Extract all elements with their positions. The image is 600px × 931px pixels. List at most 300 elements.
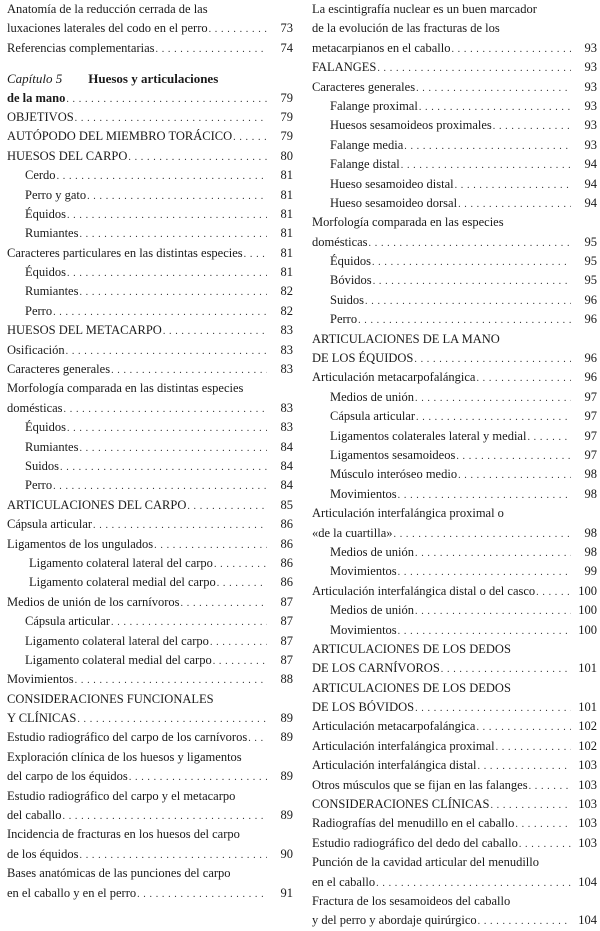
toc-entry-title: ARTICULACIONES DE LOS DEDOS [312,641,511,656]
toc-page-number: 97 [584,428,597,443]
toc-entry-title: Anatomía de la reducción cerrada de las [7,2,208,16]
toc-page-number: 86 [280,575,293,590]
toc-page-number: 89 [280,808,293,823]
toc-entry [7,244,293,263]
toc-entry [7,147,293,166]
dot-leader [404,137,571,155]
toc-entry-title: Rumiantes [25,226,79,241]
toc-entry-title: en el caballo [312,874,376,889]
toc-entry-title: ARTICULACIONES DEL CARPO [7,497,187,512]
dot-leader [128,148,267,166]
toc-entry [7,515,293,534]
toc-entry [312,78,597,97]
toc-page-number: 83 [280,323,293,338]
toc-page-number: 81 [280,265,293,280]
toc-entry-title: Perro [330,312,358,327]
toc-entry [7,806,293,825]
dot-leader [358,311,571,329]
toc-entry [7,728,293,747]
toc-page-number: 79 [280,90,293,105]
toc-entry-title: Équidos [25,420,66,435]
dot-leader [415,389,571,407]
toc-page-number: 99 [584,564,597,579]
toc-page-number: 90 [280,846,293,861]
toc-page-number: 83 [280,420,293,435]
toc-entry-title: luxaciones laterales del codo en el perro [7,21,208,36]
toc-entry [312,621,597,640]
dot-leader [398,563,571,581]
toc-entry [312,659,597,678]
toc-entry [312,213,597,232]
toc-entry [312,543,597,562]
toc-page-number: 93 [584,118,597,133]
toc-entry [7,573,293,592]
toc-entry-title: Suidos [25,458,60,473]
toc-entry-title: Falange distal [330,157,400,172]
toc-page-number: 86 [280,555,293,570]
toc-page-number: 94 [584,157,597,172]
toc-entry-title: AUTÓPODO DEL MIEMBRO TORÁCICO [7,129,233,144]
toc-page-number: 80 [280,148,293,163]
toc-page-number: 84 [280,478,293,493]
toc-entry [312,814,597,833]
toc-entry-title: Perro [25,303,53,318]
dot-leader [377,59,571,77]
toc-entry [7,166,293,185]
dot-leader [75,109,267,127]
toc-entry-title: Équidos [330,254,371,269]
toc-page-number: 95 [584,234,597,249]
toc-entry [312,834,597,853]
toc-page-number: 94 [584,195,597,210]
toc-entry-title: Medios de unión de los carnívoros [7,594,180,609]
toc-entry [312,330,597,349]
toc-page-number: 87 [280,594,293,609]
toc-entry-title: Articulación interfalángica distal o del casco [312,583,536,598]
dot-leader [414,350,571,368]
toc-entry-title: y del perro y abordaje quirúrgico [312,913,477,928]
toc-page-number: 73 [280,21,293,36]
toc-entry [312,853,597,872]
toc-page-number: 89 [280,730,293,745]
dot-leader [53,303,267,321]
toc-entry-title: Músculo interóseo medio [330,467,458,482]
toc-entry [312,427,597,446]
toc-page-number: 101 [578,661,597,676]
dot-leader [156,40,268,58]
toc-entry [7,864,293,883]
dot-leader [244,245,267,263]
dot-leader [419,98,571,116]
toc-page-number: 84 [280,458,293,473]
toc-entry [7,205,293,224]
toc-entry-title: Osificación [7,342,65,357]
toc-entry [312,136,597,155]
toc-entry [312,485,597,504]
toc-entry [7,554,293,573]
dot-leader [79,283,267,301]
toc-entry [312,19,597,38]
toc-entry-title: Rumiantes [25,284,79,299]
toc-entry-title: domésticas [312,234,368,249]
toc-page-number: 85 [280,497,293,512]
toc-entry-title: Exploración clínica de los huesos y ligamentos [7,749,242,764]
toc-entry [312,679,597,698]
toc-entry [312,465,597,484]
dot-leader [456,447,571,465]
toc-page-number: 91 [280,885,293,900]
toc-page-number: 104 [578,874,597,889]
dot-leader [63,807,268,825]
dot-leader [66,90,267,108]
toc-entry-title: Hueso sesamoideo dorsal [330,195,458,210]
toc-entry-title: de la mano [7,90,66,105]
toc-entry-title: Medios de unión [330,603,415,618]
dot-leader [536,583,571,601]
toc-entry [7,612,293,631]
toc-entry-title: Fractura de los sesamoideos del caballo [312,893,511,908]
toc-page-number: 93 [584,137,597,152]
dot-leader [458,466,571,484]
toc-entry [7,593,293,612]
toc-entry [7,884,293,903]
toc-entry-title: Estudio radiográfico del carpo y el metacarpo [7,788,236,803]
dot-leader [77,710,267,728]
toc-entry [312,194,597,213]
toc-entry-title: DE LOS ÉQUIDOS [312,351,414,366]
toc-entry-title: Caracteres particulares en las distintas especies [7,245,243,260]
dot-leader [373,272,571,290]
toc-entry [7,787,293,806]
toc-entry [312,97,597,116]
toc-entry-title: Estudio radiográfico del carpo de los carnívoros [7,730,248,745]
toc-page-number: 97 [584,389,597,404]
toc-entry-title: Movimientos [7,672,74,687]
toc-entry-title: «de la cuartilla» [312,525,393,540]
toc-entry [7,709,293,728]
toc-entry [312,582,597,601]
dot-leader [154,536,267,554]
dot-leader [93,516,267,534]
toc-entry [7,341,293,360]
toc-page-number: 98 [584,525,597,540]
toc-entry-title: Rumiantes [25,439,79,454]
dot-leader [478,757,571,775]
toc-entry-title: del carpo de los équidos [7,769,128,784]
dot-leader [365,292,571,310]
dot-leader [441,660,571,678]
chapter-title: Huesos y articulaciones [88,71,219,87]
toc-entry [7,767,293,786]
toc-page-number: 103 [578,777,597,792]
toc-entry [312,601,597,620]
toc-entry-title: Falange proximal [330,98,418,113]
dot-leader [416,408,571,426]
toc-entry-title: Ligamentos sesamoideos [330,447,456,462]
toc-entry-title: Ligamento colateral lateral del carpo [29,555,213,570]
toc-entry [7,186,293,205]
toc-entry-title: ARTICULACIONES DE LOS DEDOS [312,680,511,695]
toc-entry-title: Suidos [330,292,365,307]
toc-entry [312,756,597,775]
toc-page-number: 86 [280,536,293,551]
toc-page-number: 88 [280,672,293,687]
dot-leader [455,176,571,194]
dot-leader [111,361,267,379]
toc-entry [312,291,597,310]
toc-entry-title: HUESOS DEL CARPO [7,148,128,163]
toc-entry-title: de la evolución de las fracturas de los [312,21,500,36]
toc-entry-title: Ligamentos de los ungulados [7,536,154,551]
toc-page-number: 74 [280,40,293,55]
toc-entry-title: Huesos sesamoideos proximales [330,118,492,133]
toc-entry [7,457,293,476]
dot-leader [515,815,571,833]
toc-entry-title: Articulación interfalángica proximal [312,738,495,753]
toc-entry [312,155,597,174]
toc-page-number: 102 [578,738,597,753]
dot-leader [60,458,267,476]
toc-entry [7,690,293,709]
dot-leader [111,613,267,631]
toc-page-number: 81 [280,187,293,202]
dot-leader [67,264,267,282]
dot-leader [415,699,571,717]
toc-entry [7,263,293,282]
toc-page-number: 93 [584,60,597,75]
toc-page-number: 103 [578,758,597,773]
toc-page-number: 97 [584,409,597,424]
dot-leader [394,525,571,543]
dot-leader [79,439,267,457]
toc-page-number: 96 [584,370,597,385]
toc-entry-title: Cerdo [25,168,56,183]
toc-page-number: 100 [578,622,597,637]
toc-entry [312,524,597,543]
toc-spacer [7,58,293,69]
toc-page-number: 96 [584,312,597,327]
toc-entry-title: Y CLÍNICAS [7,711,77,726]
dot-leader [57,167,267,185]
dot-leader [129,768,267,786]
toc-entry [312,446,597,465]
dot-leader [67,206,267,224]
toc-entry [312,562,597,581]
toc-entry [7,418,293,437]
dot-leader [458,195,571,213]
toc-page-number: 89 [280,769,293,784]
dot-leader [67,419,267,437]
toc-entry-title: Movimientos [330,622,397,637]
toc-page-number: 95 [584,254,597,269]
toc-entry [7,496,293,515]
dot-leader [490,796,571,814]
dot-leader [415,544,571,562]
toc-entry-title: Bases anatómicas de las punciones del carpo [7,866,231,881]
dot-leader [372,253,571,271]
dot-leader [529,777,571,795]
toc-page-number: 81 [280,206,293,221]
toc-entry-title: Estudio radiográfico del dedo del caballo [312,835,518,850]
toc-page-number: 83 [280,342,293,357]
toc-entry-title: Articulación metacarpofalángica [312,370,476,385]
dot-leader [210,633,267,651]
toc-entry [312,310,597,329]
toc-page-number: 81 [280,245,293,260]
toc-page-number: 95 [584,273,597,288]
toc-entry-title: Cápsula articular [7,517,93,532]
toc-page-number: 84 [280,439,293,454]
toc-entry [7,19,293,38]
toc-page-number: 103 [578,797,597,812]
dot-leader [79,225,267,243]
toc-entry [7,825,293,844]
toc-entry-title: Ligamentos colaterales lateral y medial [330,428,527,443]
toc-entry-title: DE LOS CARNÍVOROS [312,661,440,676]
dot-leader [398,486,571,504]
toc-page-number: 94 [584,176,597,191]
toc-page-number: 96 [584,351,597,366]
dot-leader [163,322,267,340]
dot-leader [476,369,571,387]
toc-entry-title: Ligamento colateral medial del carpo [29,575,216,590]
toc-right-column [312,0,597,931]
toc-entry-title: Articulación interfalángica proximal o [312,506,504,521]
toc-entry-title: Hueso sesamoideo distal [330,176,454,191]
toc-page-number: 87 [280,652,293,667]
dot-leader [248,729,267,747]
toc-entry [7,89,293,108]
toc-entry [7,535,293,554]
toc-page-number: 89 [280,711,293,726]
toc-page-number: 82 [280,284,293,299]
toc-entry-title: Caracteres generales [312,79,416,94]
toc-entry-title: en el caballo y en el perro [7,885,137,900]
toc-entry-title: ARTICULACIONES DE LA MANO [312,331,500,346]
toc-entry [7,651,293,670]
dot-leader [213,652,267,670]
toc-entry-title: Punción de la cavidad articular del menudillo [312,855,540,870]
toc-entry [312,0,597,19]
toc-entry-title: Morfología comparada en las distintas especies [7,381,244,396]
dot-leader [64,400,267,418]
dot-leader [181,594,267,612]
toc-entry [312,737,597,756]
toc-page-number: 86 [280,517,293,532]
toc-page-number: 81 [280,226,293,241]
toc-entry-title: HUESOS DEL METACARPO [7,323,162,338]
toc-entry [7,282,293,301]
toc-page-number: 83 [280,400,293,415]
toc-page-number: 103 [578,816,597,831]
toc-page-number: 100 [578,603,597,618]
dot-leader [415,602,571,620]
toc-page-number: 97 [584,447,597,462]
toc-page-number: 96 [584,292,597,307]
toc-entry [312,175,597,194]
toc-entry-title: La escintigrafía nuclear es un buen marcador [312,2,537,16]
toc-entry-title: del caballo [7,808,62,823]
dot-leader [233,128,267,146]
toc-page-number: 98 [584,486,597,501]
toc-page-number: 103 [578,835,597,850]
toc-page-number: 87 [280,614,293,629]
toc-entry-title: Falange media [330,137,404,152]
dot-leader [527,428,571,446]
dot-leader [209,20,267,38]
toc-entry [312,717,597,736]
dot-leader [398,622,571,640]
dot-leader [401,156,571,174]
toc-entry-title: Cápsula articular [330,409,416,424]
toc-entry-title: Referencias complementarias [7,40,155,55]
toc-entry-title: OBJETIVOS [7,109,74,124]
toc-page-number: 87 [280,633,293,648]
toc-entry [312,873,597,892]
toc-entry [7,127,293,146]
toc-entry-title: domésticas [7,400,63,415]
toc-entry [312,349,597,368]
toc-page-number: 102 [578,719,597,734]
toc-entry [7,476,293,495]
toc-entry-title: Cápsula articular [25,614,111,629]
dot-leader [376,874,571,892]
toc-entry-title: Articulación interfalángica distal [312,758,477,773]
toc-page-number: 98 [584,467,597,482]
toc-entry-title: de los équidos [7,846,79,861]
dot-leader [137,885,267,903]
toc-page-number: 93 [584,98,597,113]
toc-page-number: 104 [578,913,597,928]
toc-entry [312,58,597,77]
toc-entry [7,302,293,321]
toc-entry-title: CONSIDERACIONES CLÍNICAS [312,797,490,812]
dot-leader [496,738,571,756]
toc-page-number: 82 [280,303,293,318]
toc-entry [7,438,293,457]
dot-leader [493,117,571,135]
toc-entry [7,224,293,243]
toc-page-number: 101 [578,700,597,715]
chapter-heading [7,69,293,88]
toc-entry [312,388,597,407]
toc-entry-title: Morfología comparada en las especies [312,215,504,230]
dot-leader [416,79,571,97]
toc-entry [312,407,597,426]
toc-entry [7,748,293,767]
dot-leader [369,234,571,252]
toc-entry-title: Équidos [25,265,66,280]
toc-entry [312,368,597,387]
toc-entry-title: Ligamento colateral lateral del carpo [25,633,209,648]
toc-entry [7,632,293,651]
dot-leader [187,497,267,515]
toc-entry [7,321,293,340]
toc-entry [312,271,597,290]
toc-page-number: 93 [584,40,597,55]
dot-leader [87,187,267,205]
toc-entry-title: Équidos [25,206,66,221]
toc-page-number: 79 [280,129,293,144]
dot-leader [478,912,571,930]
toc-page-number: 93 [584,79,597,94]
toc-entry [7,399,293,418]
dot-leader [519,835,571,853]
toc-entry [7,39,293,58]
toc-entry [312,504,597,523]
toc-page-number: 83 [280,362,293,377]
toc-entry [7,0,293,19]
